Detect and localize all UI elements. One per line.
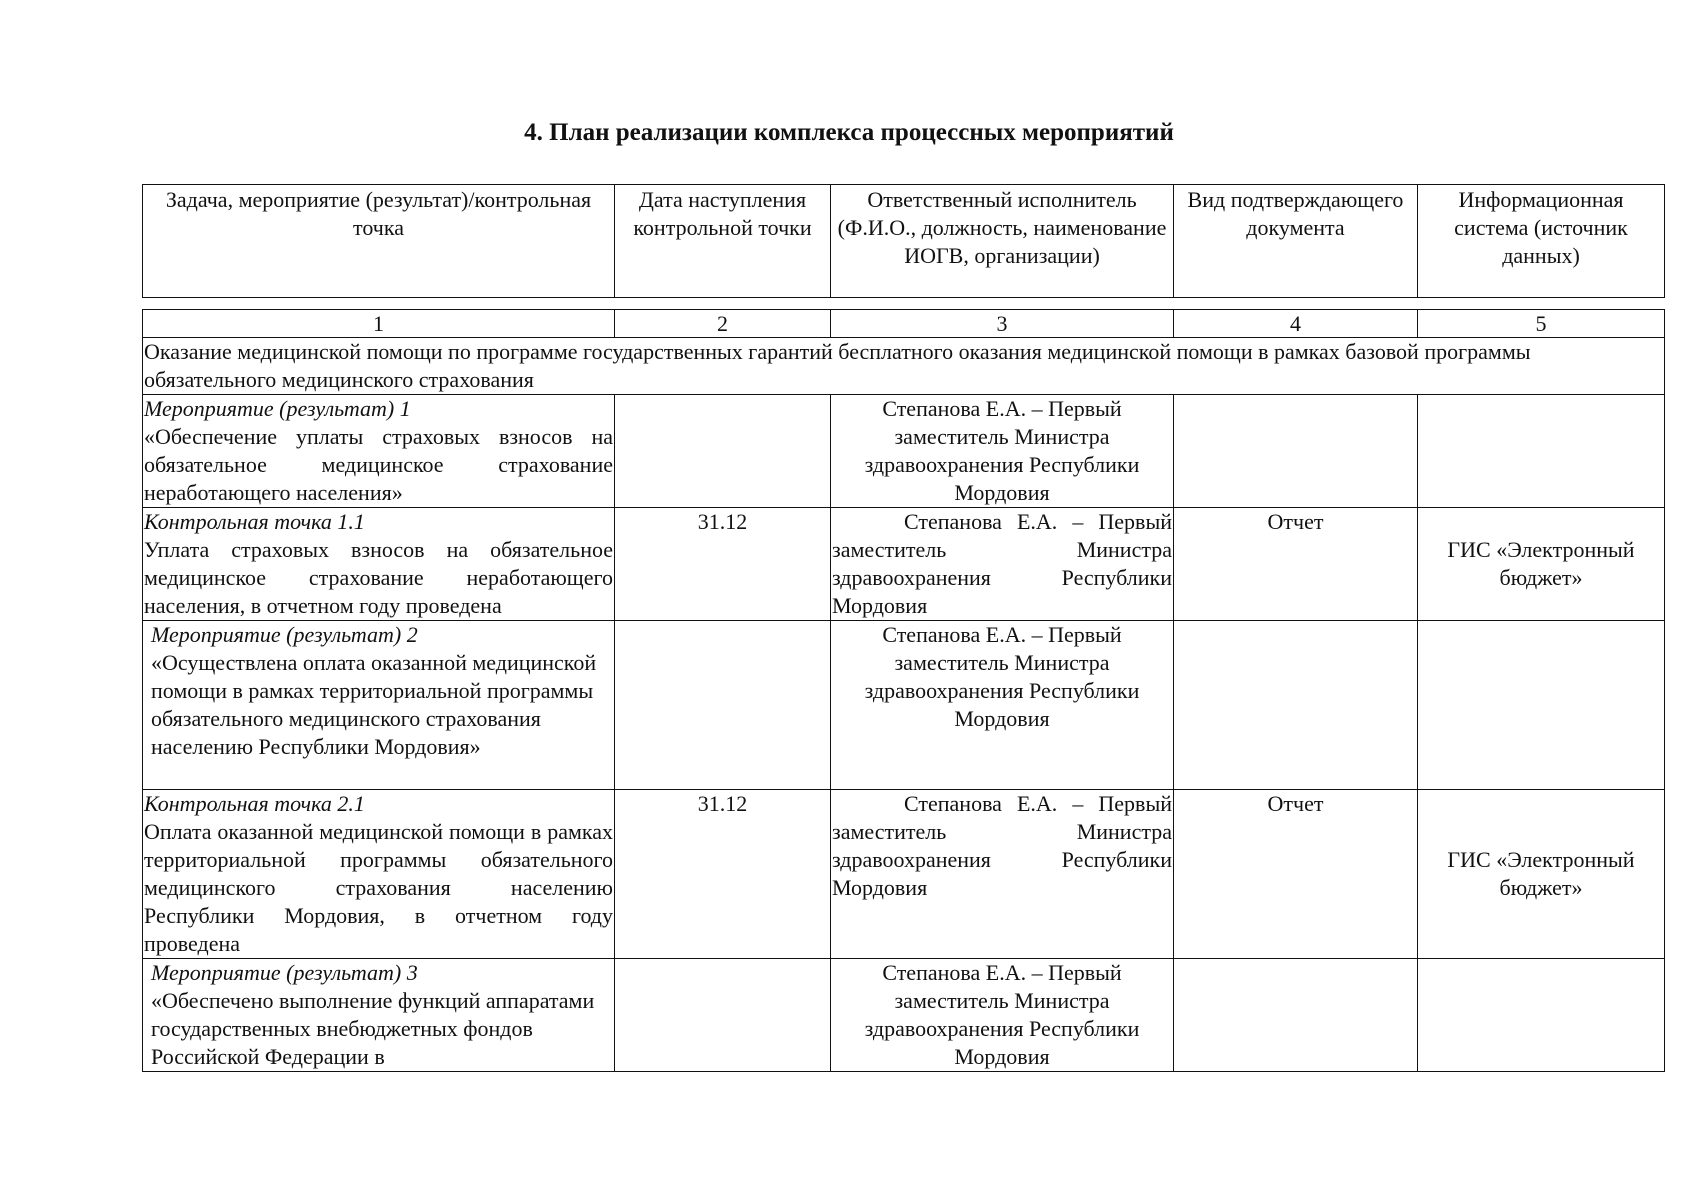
plan-table (142, 309, 1665, 1072)
executor-cell: Степанова Е.А. – Первый заместитель Министра здравоохранения Республики Мордовия (831, 790, 1174, 959)
document-cell (1174, 959, 1418, 1072)
date-cell (615, 395, 831, 508)
row-text: «Обеспечено выполнение функций аппаратами государственных внебюджетных фондов Российской Федерации в (151, 988, 595, 1069)
column-header-document: Вид подтверждающего документа (1174, 185, 1418, 298)
row-text: Уплата страховых взносов на обязательное медицинское страхование неработающего населения, в отчетном году проведена (144, 537, 613, 618)
task-cell (143, 395, 615, 508)
table-row (143, 395, 1665, 508)
executor-cell: Степанова Е.А. – Первый заместитель Министра здравоохранения Республики Мордовия (831, 621, 1174, 790)
header-row (143, 185, 1665, 298)
column-number: 2 (615, 310, 831, 338)
executor-cell: Степанова Е.А. – Первый заместитель Министра здравоохранения Республики Мордовия (831, 395, 1174, 508)
system-cell: ГИС «Электронный бюджет» (1418, 508, 1665, 621)
row-type-label: Мероприятие (результат) 2 (151, 622, 418, 647)
row-text: «Обеспечение уплаты страховых взносов на обязательное медицинское страхование неработающего населения» (144, 424, 613, 505)
column-header-executor: Ответственный исполнитель (Ф.И.О., должность, наименование ИОГВ, организации) (831, 185, 1174, 298)
table-row (143, 508, 1665, 621)
document-cell (1174, 395, 1418, 508)
row-type-label: Мероприятие (результат) 1 (144, 396, 411, 421)
system-cell (1418, 621, 1665, 790)
task-cell (143, 621, 615, 790)
date-cell (615, 959, 831, 1072)
task-cell (143, 959, 615, 1072)
system-cell: ГИС «Электронный бюджет» (1418, 790, 1665, 959)
row-type-label: Мероприятие (результат) 3 (151, 960, 418, 985)
date-cell: 31.12 (615, 508, 831, 621)
table-row (143, 959, 1665, 1072)
document-cell: Отчет (1174, 508, 1418, 621)
date-cell (615, 621, 831, 790)
executor-cell: Степанова Е.А. – Первый заместитель Министра здравоохранения Республики Мордовия (831, 508, 1174, 621)
column-header-date: Дата наступления контрольной точки (615, 185, 831, 298)
executor-cell: Степанова Е.А. – Первый заместитель Министра здравоохранения Республики Мордовия (831, 959, 1174, 1072)
column-number: 1 (143, 310, 615, 338)
column-number-row (143, 310, 1665, 338)
date-cell: 31.12 (615, 790, 831, 959)
column-header-system: Информационная система (источник данных) (1418, 185, 1665, 298)
table-header (142, 184, 1665, 298)
column-header-task: Задача, мероприятие (результат)/контрольная точка (143, 185, 615, 298)
row-type-label: Контрольная точка 1.1 (144, 509, 365, 534)
task-cell (143, 508, 615, 621)
document-cell: Отчет (1174, 790, 1418, 959)
task-cell (143, 790, 615, 959)
row-text: Оплата оказанной медицинской помощи в рамках территориальной программы обязательного медицинского страхования населению Республики Мордовия, в отчетном году проведена (144, 819, 613, 956)
section-row (143, 338, 1665, 395)
table-row (143, 790, 1665, 959)
row-text: «Осуществлена оплата оказанной медицинской помощи в рамках территориальной программы обязательного медицинского страхования населению Республики Мордовия» (151, 650, 597, 759)
system-cell (1418, 395, 1665, 508)
system-cell (1418, 959, 1665, 1072)
document-cell (1174, 621, 1418, 790)
row-type-label: Контрольная точка 2.1 (144, 791, 365, 816)
page-title: 4. План реализации комплекса процессных мероприятий (524, 119, 1174, 146)
column-number: 4 (1174, 310, 1418, 338)
table-row (143, 621, 1665, 790)
section-title: Оказание медицинской помощи по программе государственных гарантий бесплатного оказания медицинской помощи в рамках базовой программы обязательного медицинского страхования (143, 338, 1665, 395)
column-number: 3 (831, 310, 1174, 338)
column-number: 5 (1418, 310, 1665, 338)
